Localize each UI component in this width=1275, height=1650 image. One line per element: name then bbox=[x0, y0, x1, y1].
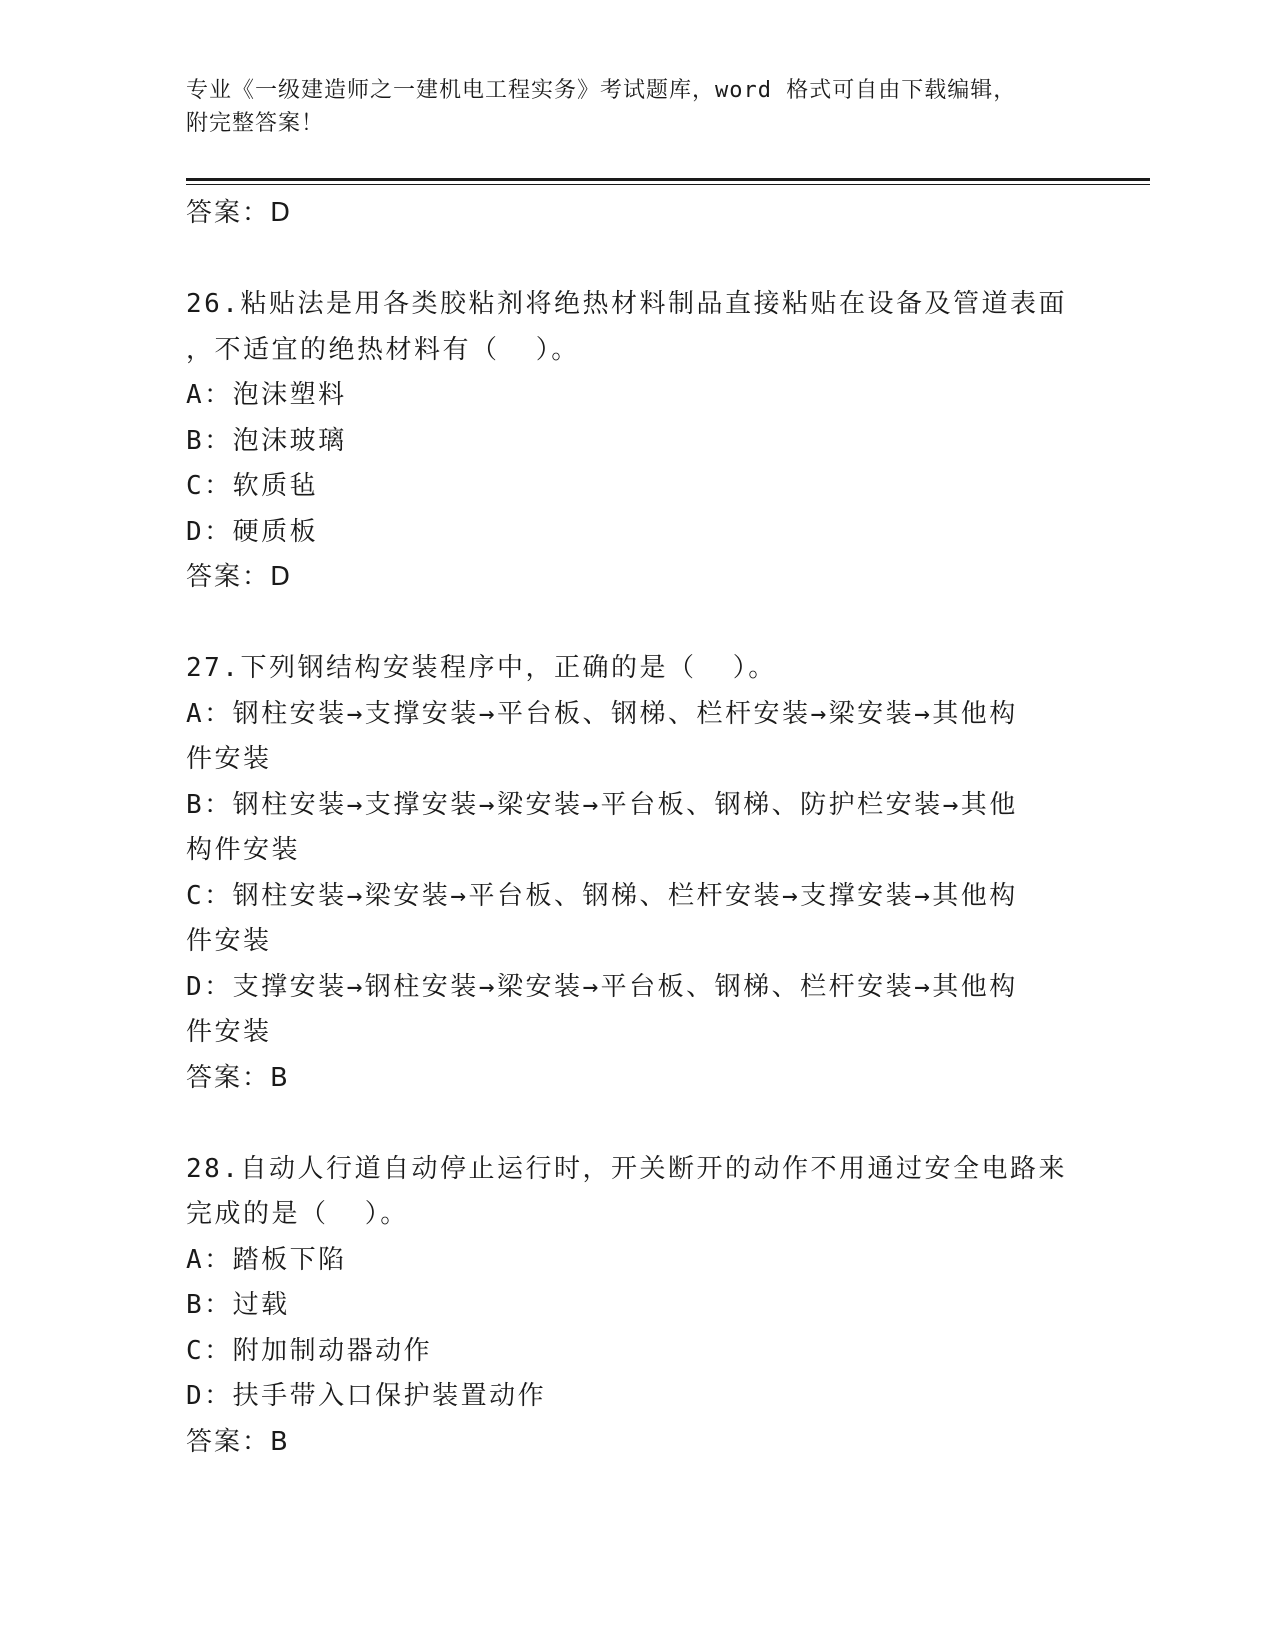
question-26 bbox=[186, 282, 1086, 601]
previous-answer: 答案：D bbox=[186, 198, 293, 228]
header-line: 专业《一级建造师之一建机电工程实务》考试题库，word 格式可自由下载编辑， bbox=[186, 78, 1017, 103]
question-stem: 28.自动人行道自动停止运行时，开关断开的动作不用通过安全电路来 bbox=[186, 1153, 1067, 1184]
option-c: C：软质毡 bbox=[186, 471, 319, 501]
question-28 bbox=[186, 1147, 1086, 1466]
header-divider-thin bbox=[186, 184, 1150, 185]
option-b: B：泡沫玻璃 bbox=[186, 425, 347, 456]
answer: 答案：D bbox=[186, 562, 293, 592]
option-a-continued: 件安装 bbox=[186, 744, 272, 774]
option-a: A：踏板下陷 bbox=[186, 1244, 347, 1275]
option-a: A：泡沫塑料 bbox=[186, 380, 347, 410]
spacer bbox=[186, 237, 1086, 283]
spacer bbox=[186, 601, 1086, 647]
option-c: C：附加制动器动作 bbox=[186, 1335, 433, 1366]
answer: 答案：B bbox=[186, 1426, 290, 1457]
option-b-continued: 构件安装 bbox=[186, 835, 301, 865]
header-line: 附完整答案！ bbox=[186, 111, 325, 136]
option-d: D：硬质板 bbox=[186, 516, 319, 547]
answer: 答案：B bbox=[186, 1062, 290, 1093]
header-divider bbox=[186, 178, 1150, 181]
option-d-continued: 件安装 bbox=[186, 1017, 272, 1047]
question-stem: 完成的是（ ）。 bbox=[186, 1199, 409, 1229]
question-27 bbox=[186, 646, 1086, 1101]
question-list bbox=[186, 191, 1086, 1465]
option-b: B：钢柱安装→支撑安装→梁安装→平台板、钢梯、防护栏安装→其他 bbox=[186, 789, 1018, 820]
question-stem: ，不适宜的绝热材料有（ ）。 bbox=[186, 334, 580, 365]
spacer bbox=[186, 1101, 1086, 1147]
option-c-continued: 件安装 bbox=[186, 926, 272, 956]
option-b: B：过载 bbox=[186, 1290, 290, 1320]
option-d: D：支撑安装→钢柱安装→梁安装→平台板、钢梯、栏杆安装→其他构 bbox=[186, 971, 1018, 1002]
question-stem: 26.粘贴法是用各类胶粘剂将绝热材料制品直接粘贴在设备及管道表面 bbox=[186, 289, 1067, 319]
option-d: D：扶手带入口保护装置动作 bbox=[186, 1381, 547, 1411]
option-a: A：钢柱安装→支撑安装→平台板、钢梯、栏杆安装→梁安装→其他构 bbox=[186, 698, 1018, 729]
option-c: C：钢柱安装→梁安装→平台板、钢梯、栏杆安装→支撑安装→其他构 bbox=[186, 880, 1018, 911]
question-stem: 27.下列钢结构安装程序中，正确的是（ ）。 bbox=[186, 653, 777, 683]
document-header bbox=[186, 74, 1086, 140]
